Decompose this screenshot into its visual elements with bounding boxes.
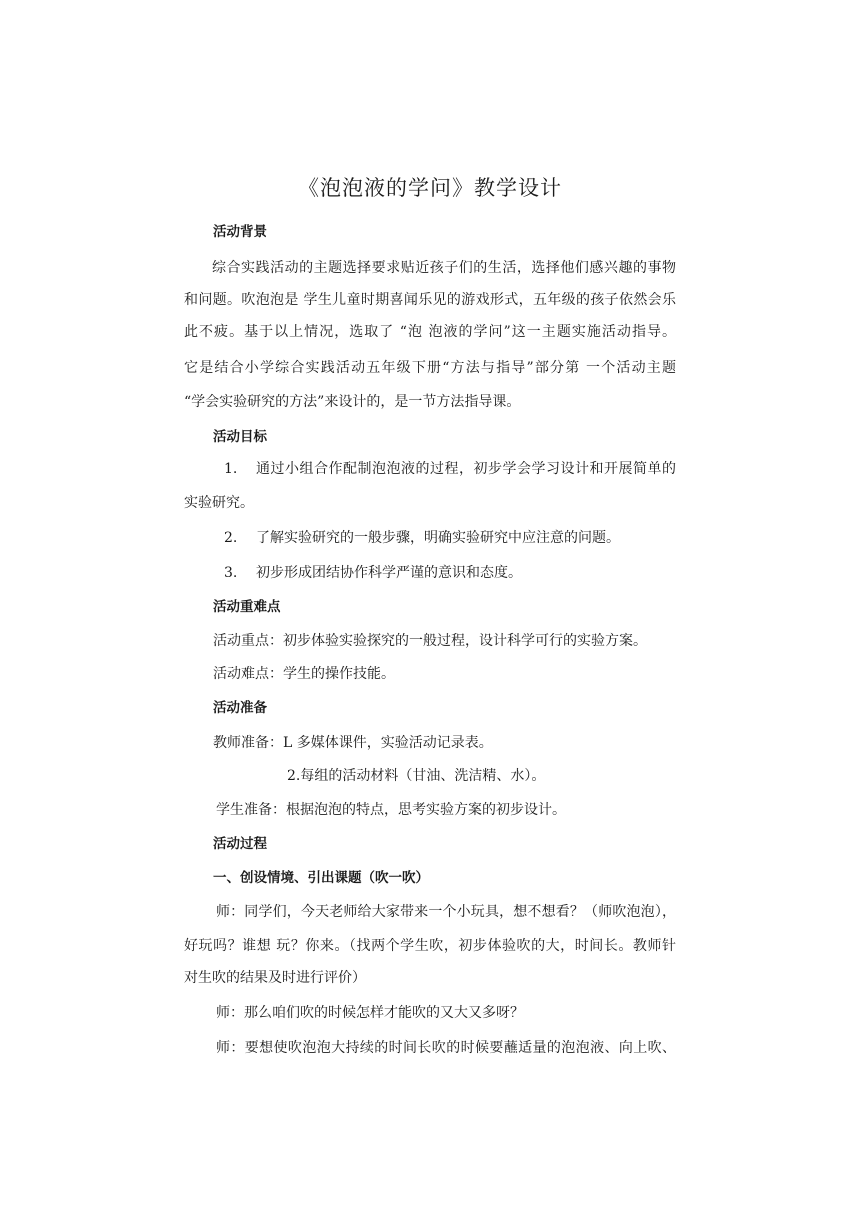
heading-process: 活动过程: [213, 836, 267, 852]
goal-item-1-cont: 实验研究。: [184, 495, 254, 511]
document-title: 《泡泡液的学问》教学设计: [298, 176, 562, 200]
background-line-1: 综合实践活动的主题选择要求贴近孩子们的生活，选择他们感兴趣的事物: [212, 260, 676, 276]
background-line-4: 它是结合小学综合实践活动五年级下册“方法与指导”部分第 一个活动主题: [184, 360, 676, 376]
goal-text: 初步形成团结协作科学严谨的意识和态度。: [256, 565, 522, 581]
background-line-2: 和问题。吹泡泡是 学生儿童时期喜闻乐见的游戏形式，五年级的孩子依然会乐: [184, 292, 676, 308]
preparation-line-3: 学生准备：根据泡泡的特点，思考实验方案的初步设计。: [216, 802, 566, 818]
goal-number: 1.: [224, 461, 238, 477]
heading-preparation: 活动准备: [213, 700, 267, 716]
goal-item-1: [224, 459, 676, 479]
process-line-1: 师：同学们，今天老师给大家带来一个小玩具，想不想看？（师吹泡泡），: [216, 904, 676, 920]
process-line-5: 师：要想使吹泡泡大持续的时间长吹的时候要蘸适量的泡泡液、向上吹、: [216, 1040, 676, 1056]
process-line-3: 对生吹的结果及时进行评价）: [184, 970, 366, 986]
goal-text: 了解实验研究的一般步骤，明确实验研究中应注意的问题。: [256, 530, 620, 546]
process-line-4: 师：那么咱们吹的时候怎样才能吹的又大又多呀？: [216, 1005, 524, 1021]
heading-goals: 活动目标: [213, 429, 267, 445]
key-point-line-1: 活动重点：初步体验实验探究的一般过程，设计科学可行的实验方案。: [213, 633, 647, 649]
heading-key-points: 活动重难点: [213, 599, 281, 615]
goal-text: 通过小组合作配制泡泡液的过程，初步学会学习设计和开展简单的: [256, 461, 676, 477]
key-point-line-2: 活动难点：学生的操作技能。: [213, 666, 395, 682]
goal-item-2: [224, 528, 620, 548]
preparation-line-2: 2.每组的活动材料（甘油、洗洁精、水）。: [287, 768, 546, 784]
subheading-process-1: 一、创设情境、引出课题（吹一吹）: [213, 870, 429, 886]
background-line-3: 此不疲。基于以上情况，选取了 “泡 泡液的学问”这一主题实施活动指导。: [184, 324, 676, 340]
goal-item-3: [224, 563, 522, 583]
process-line-2: 好玩吗？谁想 玩？你来。（找两个学生吹，初步体验吹的大，时间长。教师针: [184, 938, 676, 954]
background-line-5: “学会实验研究的方法”来设计的，是一节方法指导课。: [184, 394, 521, 410]
heading-background: 活动背景: [213, 224, 267, 240]
goal-number: 2.: [224, 530, 238, 546]
preparation-line-1: 教师准备：L 多媒体课件，实验活动记录表。: [213, 735, 493, 751]
goal-number: 3.: [224, 565, 238, 581]
